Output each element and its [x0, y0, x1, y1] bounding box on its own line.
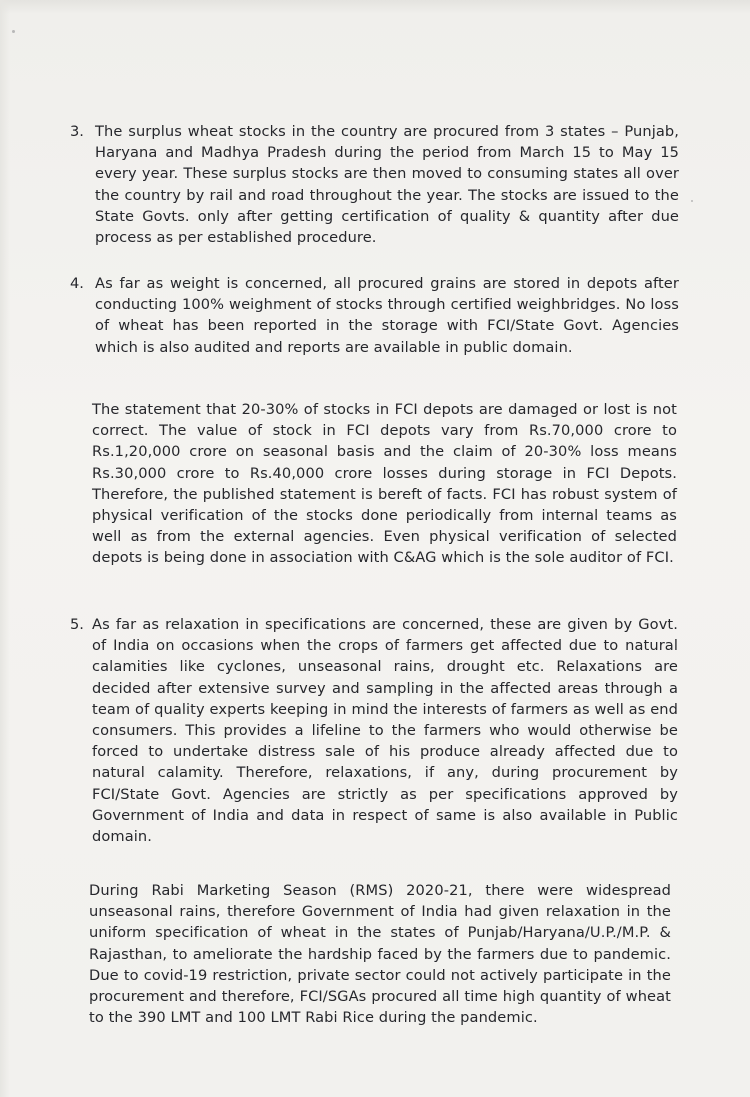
page-left-shadow [0, 0, 10, 1097]
scan-speck [12, 30, 15, 33]
page-top-shadow [0, 0, 750, 14]
item-5-paragraph-2: During Rabi Marketing Season (RMS) 2020-21, there were widespread unseasonal rains, therefore Government of India had given relaxation in the uniform specification of wheat in the states of Punjab/Haryana/U.P./M.P. & Rajasthan, to ameliorate the hardship faced by the farmers due to pandemic. Due to covid-19 restriction, private sector could not actively participate in the procurement and therefore, FCI/SGAs procured all time high quantity of wheat to the 390 LMT and 100 LMT Rabi Rice during the pandemic. [89, 882, 671, 1027]
item-3-number: 3. [70, 123, 84, 140]
item-4-paragraph-1: As far as weight is concerned, all procured grains are stored in depots after conducting 100% weighment of stocks through certified weighbridges. No loss of wheat has been reported in the storage with FCI/State Govt. Agencies which is also audited and reports are available in public domain. [95, 275, 679, 356]
item-5-number: 5. [70, 616, 84, 633]
item-5-paragraph-1: As far as relaxation in specifications are concerned, these are given by Govt. of India on occasions when the crops of farmers get affected due to natural calamities like cyclones, unseasonal rains, drought etc. Relaxations are decided after extensive survey and sampling in the affected areas through a team of quality experts keeping in mind the interests of farmers as well as end consumers. This provides a lifeline to the farmers who would otherwise be forced to undertake distress sale of his produce already affected due to natural calamity. Therefore, relaxations, if any, during procurement by FCI/State Govt. Agencies are strictly as per specifications approved by Government of India and data in respect of same is also available in Public domain. [92, 616, 678, 846]
scan-speck [691, 200, 693, 202]
item-4-paragraph-2: The statement that 20-30% of stocks in FCI depots are damaged or lost is not correct. The value of stock in FCI depots vary from Rs.70,000 crore to Rs.1,20,000 crore on seasonal basis and the claim of 20-30% loss means Rs.30,000 crore to Rs.40,000 crore losses during storage in FCI Depots. Therefore, the published statement is bereft of facts. FCI has robust system of physical verification of the stocks done periodically from internal teams as well as from the external agencies. Even physical verification of selected depots is being done in association with C&AG which is the sole auditor of FCI. [92, 401, 677, 567]
item-3-paragraph: The surplus wheat stocks in the country are procured from 3 states – Punjab, Haryana and Madhya Pradesh during the period from March 15 to May 15 every year. These surplus stocks are then moved to consuming states all over the country by rail and road throughout the year. The stocks are issued to the State Govts. only after getting certification of quality & quantity after due process as per established procedure. [95, 123, 679, 247]
item-4-number: 4. [70, 275, 84, 292]
